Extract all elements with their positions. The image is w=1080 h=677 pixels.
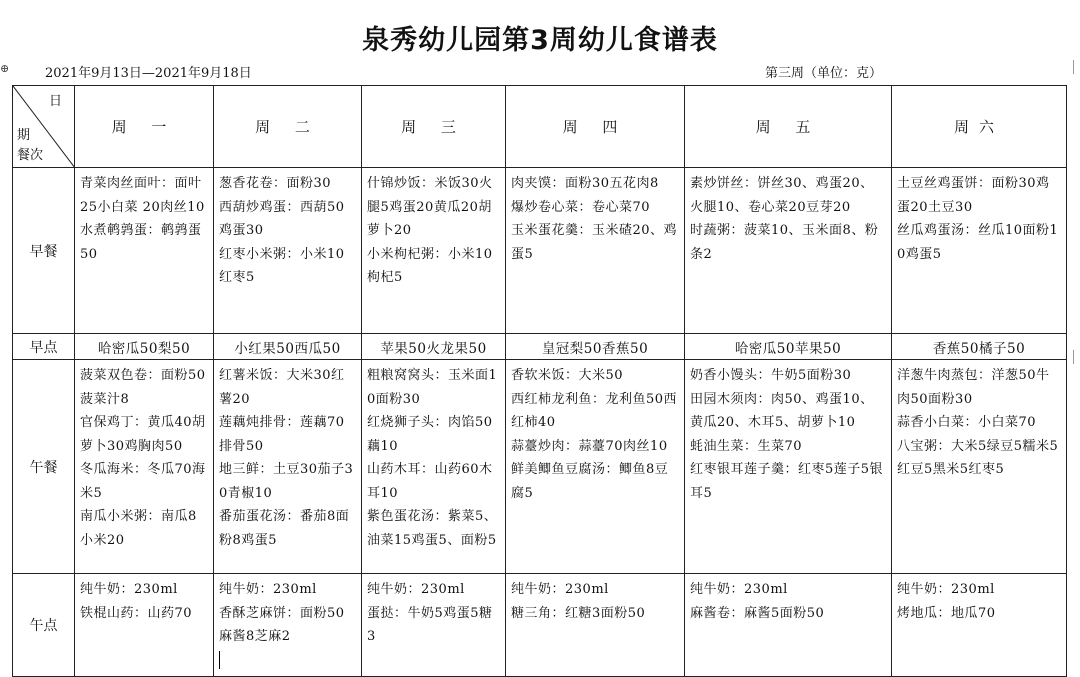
menu-cell[interactable]: 哈密瓜50梨50 — [75, 334, 214, 360]
corner-cell — [13, 86, 75, 168]
corner-period-label: 期 — [17, 128, 31, 143]
meal-name: 午餐 — [13, 360, 75, 574]
menu-cell[interactable]: 奶香小馒头：牛奶5面粉30 田园木须肉：肉50、鸡蛋10、黄瓜20、木耳5、胡萝卜10 蚝油生菜：生菜70 红枣银耳莲子羹：红枣5莲子5银耳5 — [685, 360, 892, 574]
corner-meal-label: 餐次 — [17, 148, 44, 163]
menu-cell[interactable]: 纯牛奶：230ml 烤地瓜：地瓜70 — [892, 574, 1067, 677]
menu-cell[interactable]: 素炒饼丝：饼丝30、鸡蛋20、火腿10、卷心菜20豆芽20 时蔬粥：菠菜10、玉米面8、粉条2 — [685, 168, 892, 334]
menu-cell[interactable]: 什锦炒饭：米饭30火腿5鸡蛋20黄瓜20胡萝卜20 小米枸杞粥：小米10枸杞5 — [362, 168, 506, 334]
meal-row-lunch — [13, 360, 1067, 574]
menu-cell[interactable]: 洋葱牛肉蒸包：洋葱50牛肉50面粉30 蒜香小白菜：小白菜70 八宝粥：大米5绿豆5糯米5红豆5黑米5红枣5 — [892, 360, 1067, 574]
menu-cell[interactable]: 葱香花卷：面粉30 西葫炒鸡蛋：西葫50鸡蛋30 红枣小米粥：小米10红枣5 — [214, 168, 362, 334]
header-row — [13, 86, 1067, 168]
margin-marker — [1073, 350, 1080, 364]
margin-marker — [1073, 60, 1080, 74]
menu-cell[interactable]: 纯牛奶：230ml 铁棍山药：山药70 — [75, 574, 214, 677]
menu-cell[interactable]: 香蕉50橘子50 — [892, 334, 1067, 360]
text-cursor — [219, 651, 220, 669]
menu-table — [12, 85, 1067, 677]
margin-move-handle[interactable]: ⊕ — [0, 62, 10, 75]
day-header-fri: 周 五 — [685, 86, 892, 168]
menu-cell[interactable] — [214, 574, 362, 677]
menu-cell[interactable]: 苹果50火龙果50 — [362, 334, 506, 360]
page-title: 泉秀幼儿园第3周幼儿食谱表 — [362, 25, 718, 56]
menu-cell[interactable]: 纯牛奶：230ml 蛋挞：牛奶5鸡蛋5糖3 — [362, 574, 506, 677]
menu-cell[interactable]: 青菜肉丝面叶：面叶25小白菜 20肉丝10 水煮鹌鹑蛋：鹌鹑蛋50 — [75, 168, 214, 334]
corner-day-label: 日 — [49, 94, 63, 109]
menu-cell[interactable]: 小红果50西瓜50 — [214, 334, 362, 360]
menu-cell-text: 纯牛奶：230ml 香酥芝麻饼：面粉50麻酱8芝麻2 — [219, 582, 345, 644]
meal-name: 早点 — [13, 334, 75, 360]
menu-cell[interactable]: 纯牛奶：230ml 糖三角：红糖3面粉50 — [506, 574, 685, 677]
menu-cell[interactable]: 哈密瓜50苹果50 — [685, 334, 892, 360]
menu-cell[interactable]: 红薯米饭：大米30红薯20 莲藕炖排骨：莲藕70排骨50 地三鲜：土豆30茄子30青椒10 番茄蛋花汤：番茄8面粉8鸡蛋5 — [214, 360, 362, 574]
menu-cell[interactable]: 菠菜双色卷：面粉50菠菜汁8 官保鸡丁：黄瓜40胡萝卜30鸡胸肉50 冬瓜海米：冬瓜70海米5 南瓜小米粥：南瓜8小米20 — [75, 360, 214, 574]
date-range: 2021年9月13日—2021年9月18日 — [45, 66, 252, 81]
meal-name: 午点 — [13, 574, 75, 677]
menu-cell[interactable]: 皇冠梨50香蕉50 — [506, 334, 685, 360]
menu-cell[interactable]: 纯牛奶：230ml 麻酱卷：麻酱5面粉50 — [685, 574, 892, 677]
day-header-mon: 周 一 — [75, 86, 214, 168]
menu-cell[interactable]: 肉夹馍：面粉30五花肉8 爆炒卷心菜：卷心菜70 玉米蛋花羹：玉米碴20、鸡蛋5 — [506, 168, 685, 334]
day-header-sat: 周六 — [892, 86, 1067, 168]
meal-name: 早餐 — [13, 168, 75, 334]
menu-cell[interactable]: 土豆丝鸡蛋饼：面粉30鸡蛋20土豆30 丝瓜鸡蛋汤：丝瓜10面粉10鸡蛋5 — [892, 168, 1067, 334]
week-unit-label: 第三周（单位：克） — [765, 66, 883, 81]
meal-row-morning-snack — [13, 334, 1067, 360]
day-header-tue: 周 二 — [214, 86, 362, 168]
meal-row-breakfast — [13, 168, 1067, 334]
menu-cell[interactable]: 粗粮窝窝头：玉米面10面粉30 红烧狮子头：肉馅50藕10 山药木耳：山药60木耳10 紫色蛋花汤：紫菜5、油菜15鸡蛋5、面粉5 — [362, 360, 506, 574]
day-header-wed: 周 三 — [362, 86, 506, 168]
day-header-thu: 周 四 — [506, 86, 685, 168]
meal-row-afternoon-snack — [13, 574, 1067, 677]
menu-cell[interactable]: 香软米饭：大米50 西红柿龙利鱼：龙利鱼50西红柿40 蒜薹炒肉：蒜薹70肉丝10 鲜美鲫鱼豆腐汤：鲫鱼8豆腐5 — [506, 360, 685, 574]
